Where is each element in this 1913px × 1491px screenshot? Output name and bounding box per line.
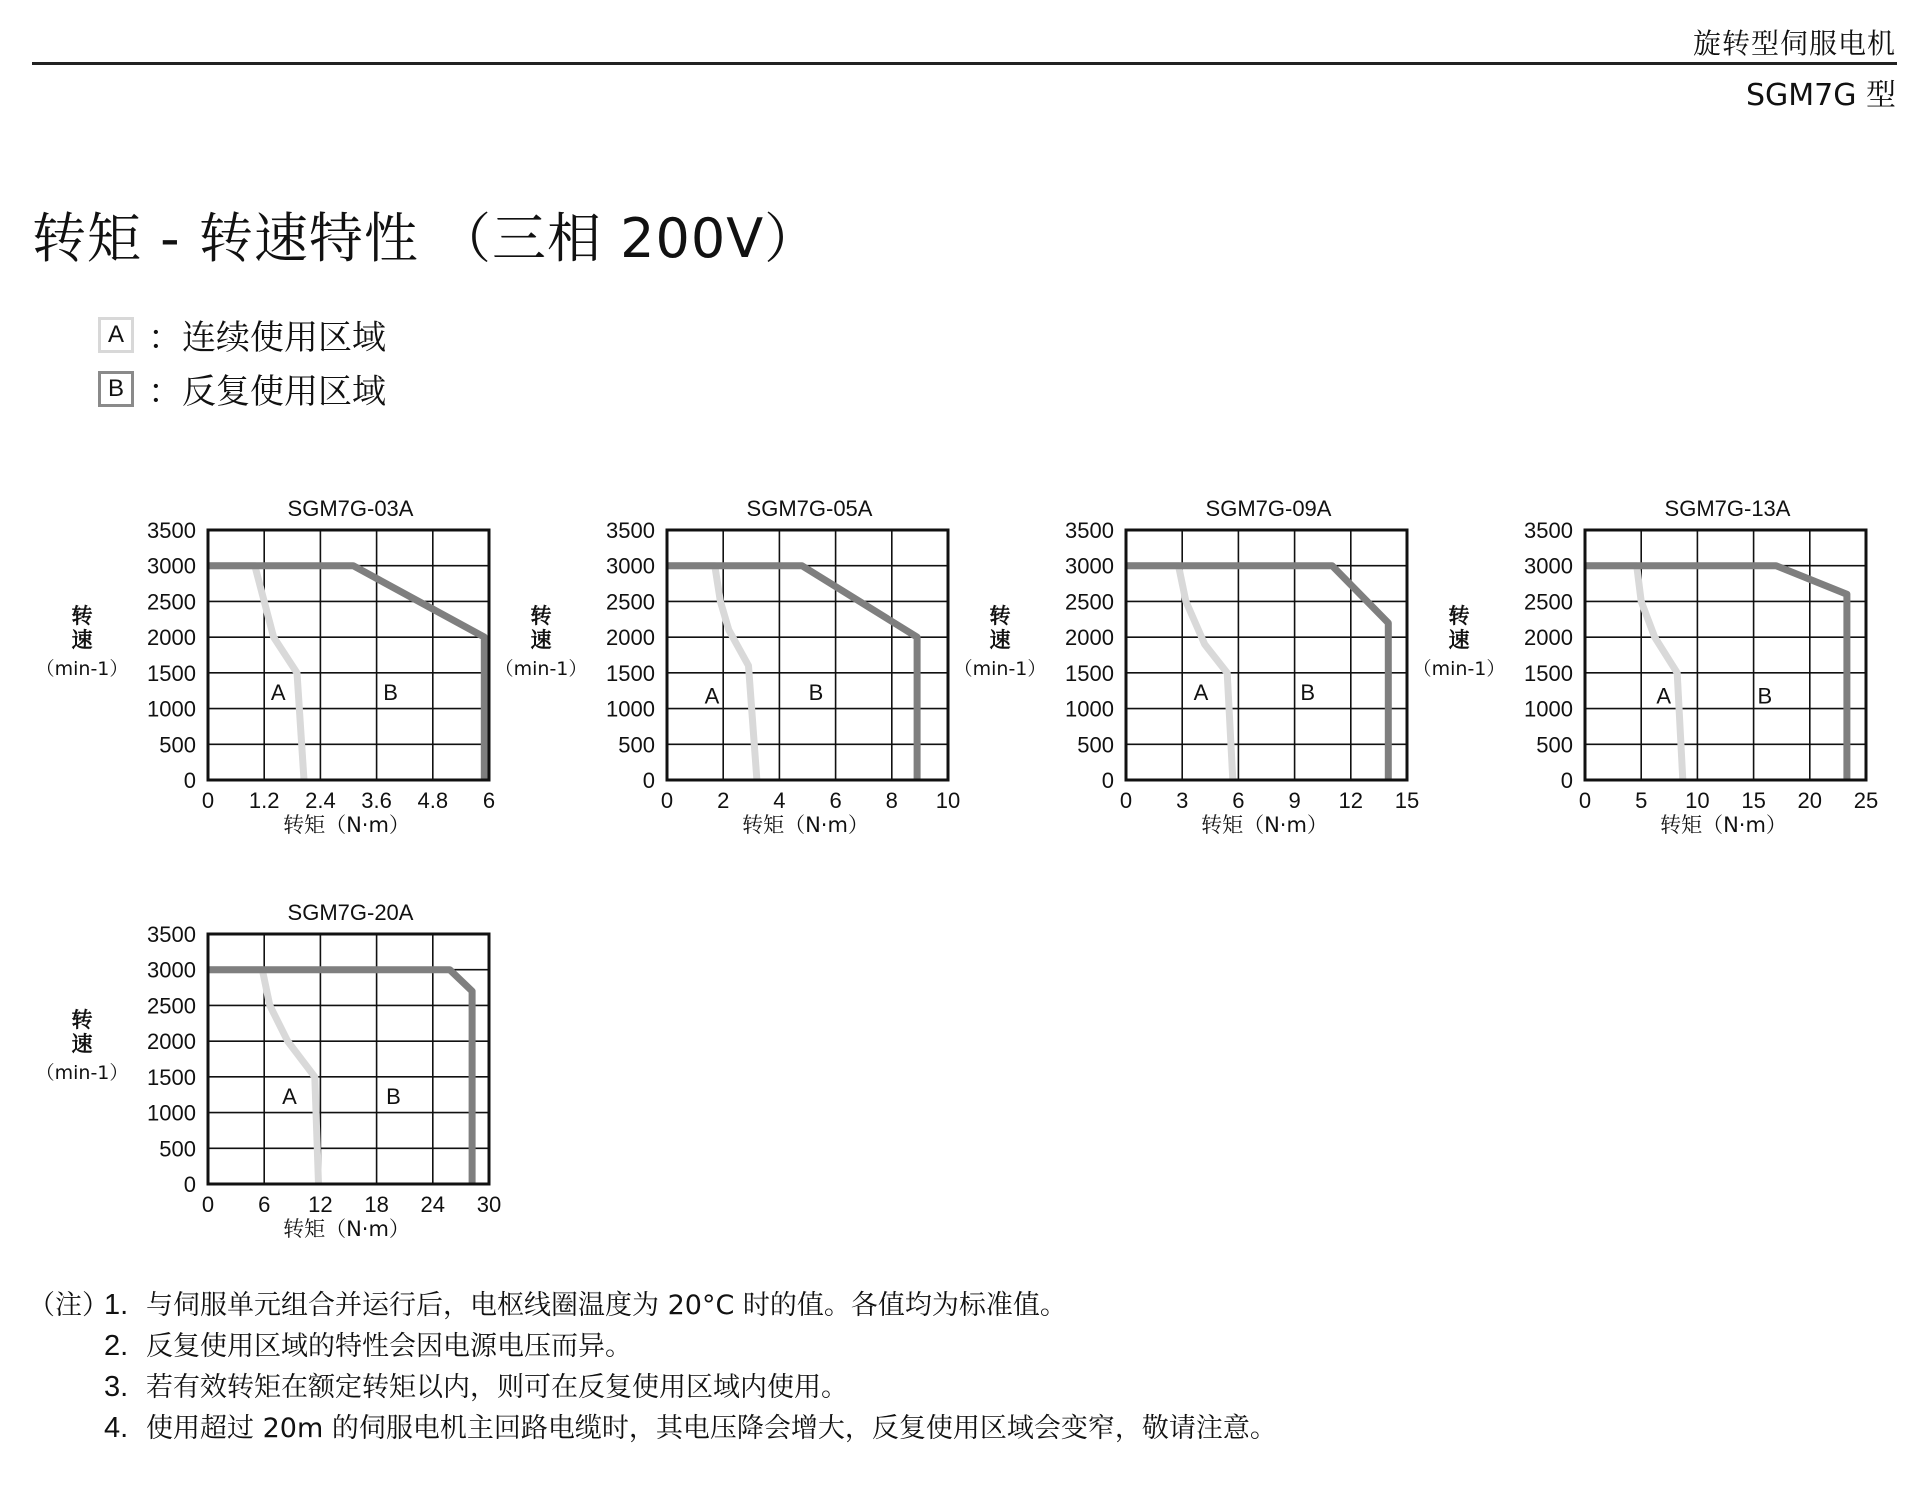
y-tick-label: 2500 xyxy=(147,993,196,1019)
chart-svg xyxy=(953,486,1420,866)
x-tick-label: 0 xyxy=(201,1192,215,1217)
x-tick-label: 10 xyxy=(1685,788,1710,813)
y-tick-label: 1500 xyxy=(147,660,196,686)
y-tick-label: 3500 xyxy=(147,922,196,947)
x-tick-label: 2.4 xyxy=(305,788,336,813)
x-tick-label: 6 xyxy=(829,788,842,813)
chart-sgm7g-20a xyxy=(35,890,502,1274)
chart-sgm7g-05a xyxy=(494,486,961,870)
note-text: 使用超过 20m 的伺服电机主回路电缆时，其电压降会增大，反复使用区域会变窄，敬请注意。 xyxy=(146,1413,1277,1444)
chart-svg xyxy=(35,890,502,1270)
region-label-a: A xyxy=(1193,680,1209,706)
x-tick-label: 0 xyxy=(1578,788,1592,813)
x-tick-label: 18 xyxy=(364,1192,389,1217)
region-label-a: A xyxy=(1656,683,1672,709)
region-label-b: B xyxy=(386,1084,401,1110)
x-axis-label: 转矩（N·m） xyxy=(1660,813,1787,837)
x-tick-label: 6 xyxy=(482,788,496,813)
legend-item-a xyxy=(98,310,386,359)
y-axis-label-char: 速 xyxy=(71,1032,93,1056)
note-number: 3. xyxy=(104,1371,129,1403)
x-tick-label: 1.2 xyxy=(248,788,280,813)
y-axis-label-char: 转 xyxy=(71,604,93,628)
region-label-b: B xyxy=(1757,683,1773,709)
y-tick-label: 1500 xyxy=(147,1064,196,1090)
x-tick-label: 6 xyxy=(1232,788,1245,813)
x-tick-label: 20 xyxy=(1797,788,1823,813)
y-tick-label: 3000 xyxy=(147,957,196,983)
y-tick-label: 500 xyxy=(618,732,655,758)
x-tick-label: 24 xyxy=(420,1192,446,1217)
x-tick-label: 15 xyxy=(1394,788,1420,813)
chart-title: SGM7G-03A xyxy=(287,496,414,521)
y-tick-label: 3500 xyxy=(1065,518,1114,543)
y-axis-unit: （min-1） xyxy=(35,1062,129,1084)
header-model: SGM7G 型 xyxy=(1745,78,1896,113)
region-label-b: B xyxy=(808,680,824,706)
legend-key-b: B xyxy=(98,371,134,407)
y-axis-unit: （min-1） xyxy=(35,658,129,680)
y-tick-label: 2000 xyxy=(147,625,196,651)
x-axis-label: 转矩（N·m） xyxy=(283,1217,410,1241)
note-prefix: （注） xyxy=(28,1290,109,1321)
x-tick-label: 25 xyxy=(1853,788,1879,813)
x-tick-label: 12 xyxy=(308,1192,333,1217)
y-tick-label: 500 xyxy=(1536,732,1573,758)
y-tick-label: 1000 xyxy=(147,696,196,722)
x-axis-label: 转矩（N·m） xyxy=(1201,813,1328,837)
chart-sgm7g-03a xyxy=(35,486,496,870)
region-label-a: A xyxy=(270,680,286,706)
note-text: 若有效转矩在额定转矩以内，则可在反复使用区域内使用。 xyxy=(146,1372,848,1403)
x-axis-label: 转矩（N·m） xyxy=(742,813,869,837)
y-axis-label-char: 速 xyxy=(1448,628,1470,652)
y-axis-label-char: 转 xyxy=(530,604,552,628)
y-tick-label: 0 xyxy=(183,1172,196,1197)
x-tick-label: 0 xyxy=(1119,788,1133,813)
x-tick-label: 8 xyxy=(885,788,898,813)
y-axis-label-char: 速 xyxy=(530,628,552,652)
y-tick-label: 1500 xyxy=(606,660,655,686)
y-tick-label: 1500 xyxy=(1524,660,1573,686)
x-tick-label: 15 xyxy=(1741,788,1766,813)
region-label-b: B xyxy=(1300,680,1316,706)
note-number: 2. xyxy=(104,1330,129,1362)
x-tick-label: 6 xyxy=(258,1192,271,1217)
x-tick-label: 3.6 xyxy=(361,788,392,813)
y-tick-label: 3000 xyxy=(147,553,196,579)
y-axis-label-char: 速 xyxy=(71,628,93,652)
region-label-a: A xyxy=(704,683,720,709)
note-number: 1. xyxy=(104,1289,129,1321)
y-tick-label: 2000 xyxy=(606,625,655,651)
x-tick-label: 30 xyxy=(476,1192,502,1217)
note-text: 反复使用区域的特性会因电源电压而异。 xyxy=(146,1331,632,1362)
y-tick-label: 3000 xyxy=(1524,553,1573,579)
note-number: 4. xyxy=(104,1412,129,1444)
x-tick-label: 3 xyxy=(1176,788,1189,813)
y-tick-label: 2500 xyxy=(147,589,196,615)
y-tick-label: 2500 xyxy=(606,589,655,615)
y-axis-label-char: 转 xyxy=(1448,604,1470,628)
y-axis-label-char: 转 xyxy=(71,1008,93,1032)
chart-sgm7g-09a xyxy=(953,486,1420,870)
y-tick-label: 1500 xyxy=(1065,660,1114,686)
y-axis-unit: （min-1） xyxy=(1412,658,1506,680)
x-tick-label: 9 xyxy=(1288,788,1301,813)
x-tick-label: 4.8 xyxy=(417,788,449,813)
y-tick-label: 500 xyxy=(159,1136,196,1162)
y-axis-unit: （min-1） xyxy=(953,658,1047,680)
chart-svg xyxy=(494,486,961,866)
y-tick-label: 500 xyxy=(159,732,196,758)
x-tick-label: 5 xyxy=(1635,788,1648,813)
legend-item-b xyxy=(98,364,386,413)
x-tick-label: 0 xyxy=(201,788,215,813)
chart-svg xyxy=(1412,486,1879,866)
header-category: 旋转型伺服电机 xyxy=(1692,27,1896,60)
chart-title: SGM7G-09A xyxy=(1205,496,1332,521)
note-text: 与伺服单元组合并运行后，电枢线圈温度为 20°C 时的值。各值均为标准值。 xyxy=(146,1290,1067,1321)
y-tick-label: 3500 xyxy=(606,518,655,543)
y-axis-label-char: 速 xyxy=(989,628,1011,652)
x-tick-label: 12 xyxy=(1338,788,1364,813)
page-title: 转矩 - 转速特性 （三相 200V） xyxy=(32,207,820,270)
chart-title: SGM7G-20A xyxy=(287,900,414,925)
y-tick-label: 500 xyxy=(1077,732,1114,758)
header-divider xyxy=(32,62,1897,65)
y-tick-label: 1000 xyxy=(1065,696,1114,722)
x-tick-label: 2 xyxy=(717,788,730,813)
chart-svg xyxy=(35,486,496,866)
region-label-a: A xyxy=(282,1084,297,1110)
y-tick-label: 2500 xyxy=(1524,589,1573,615)
y-axis-label-char: 转 xyxy=(989,604,1011,628)
x-tick-label: 10 xyxy=(935,788,961,813)
x-tick-label: 0 xyxy=(660,788,674,813)
region-label-b: B xyxy=(383,680,398,706)
y-tick-label: 1000 xyxy=(606,696,655,722)
y-tick-label: 3500 xyxy=(1524,518,1573,543)
y-tick-label: 3500 xyxy=(147,518,196,543)
y-tick-label: 3000 xyxy=(1065,553,1114,579)
y-tick-label: 0 xyxy=(1560,768,1573,793)
legend-key-a: A xyxy=(98,317,134,353)
y-tick-label: 0 xyxy=(642,768,655,793)
x-tick-label: 4 xyxy=(773,788,786,813)
y-tick-label: 2000 xyxy=(1065,625,1114,651)
chart-title: SGM7G-13A xyxy=(1664,496,1791,521)
y-tick-label: 1000 xyxy=(1524,696,1573,722)
y-tick-label: 3000 xyxy=(606,553,655,579)
x-axis-label: 转矩（N·m） xyxy=(283,813,410,837)
legend-label-a: ：连续使用区域 xyxy=(148,318,386,358)
y-tick-label: 2000 xyxy=(1524,625,1573,651)
y-tick-label: 2000 xyxy=(147,1029,196,1055)
y-tick-label: 0 xyxy=(1101,768,1114,793)
chart-sgm7g-13a xyxy=(1412,486,1879,870)
y-tick-label: 1000 xyxy=(147,1100,196,1126)
y-tick-label: 2500 xyxy=(1065,589,1114,615)
legend-label-b: ：反复使用区域 xyxy=(148,372,386,412)
y-tick-label: 0 xyxy=(183,768,196,793)
y-axis-unit: （min-1） xyxy=(494,658,588,680)
chart-title: SGM7G-05A xyxy=(746,496,873,521)
